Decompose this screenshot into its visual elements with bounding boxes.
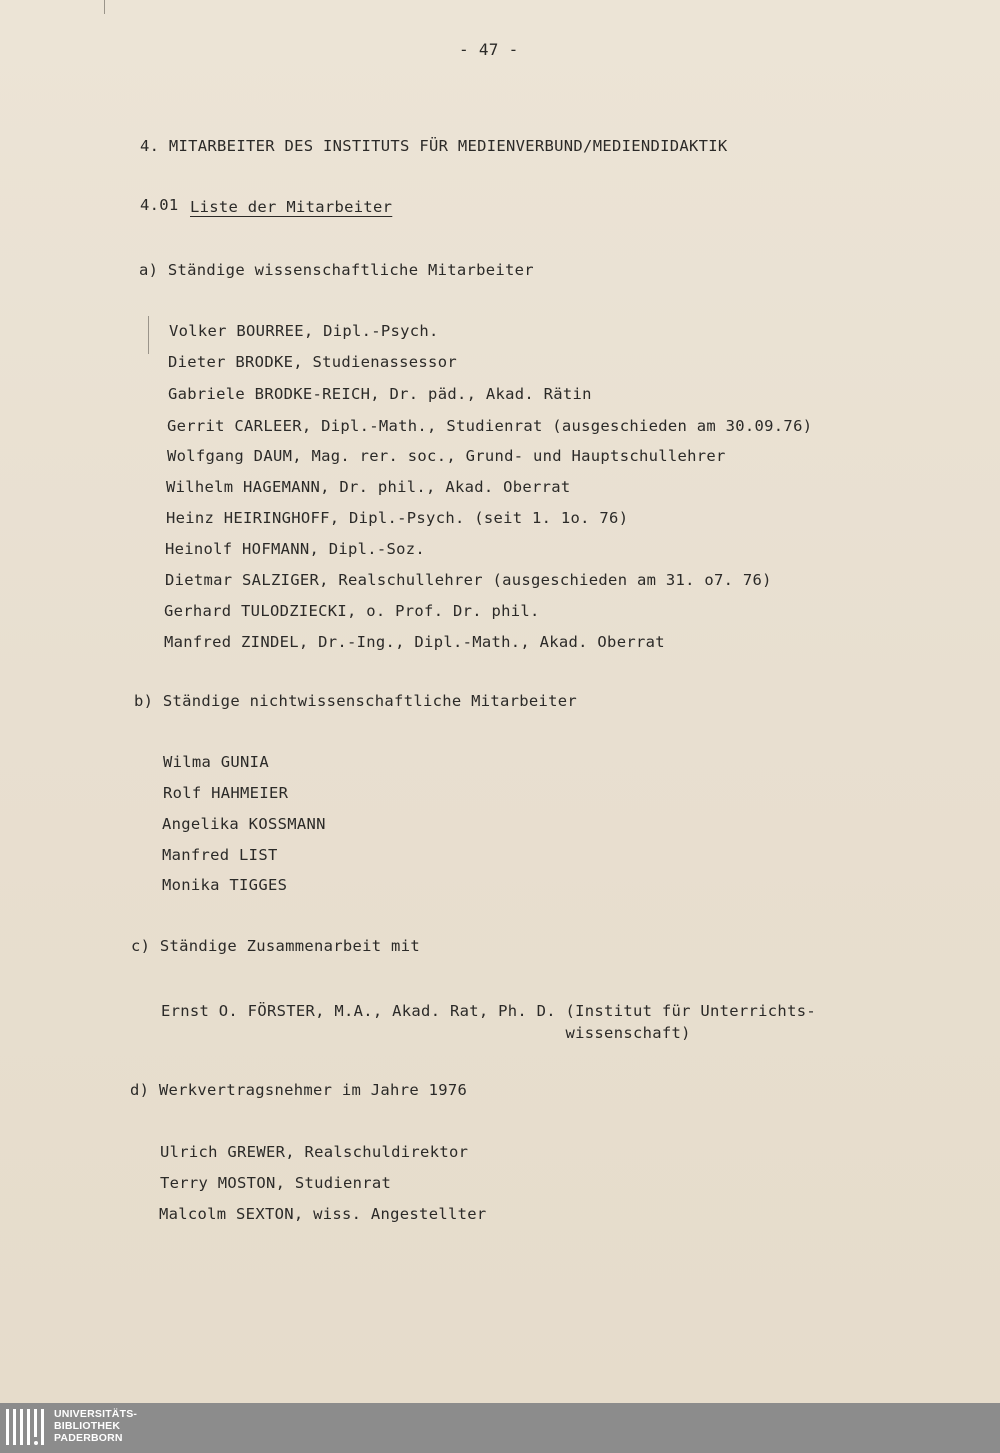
logo-line: PADERBORN	[54, 1432, 123, 1444]
list-item: Malcolm SEXTON, wiss. Angestellter	[159, 1205, 487, 1223]
list-item: Gerrit CARLEER, Dipl.-Math., Studienrat (ausgeschieden am 30.09.76)	[167, 417, 813, 435]
list-item: Dietmar SALZIGER, Realschullehrer (ausgeschieden am 31. o7. 76)	[165, 571, 772, 589]
list-item: Manfred LIST	[162, 846, 278, 864]
list-item: Heinolf HOFMANN, Dipl.-Soz.	[165, 540, 426, 558]
page-number: - 47 -	[459, 40, 519, 59]
list-item: Terry MOSTON, Studienrat	[160, 1174, 392, 1192]
list-item: Monika TIGGES	[162, 876, 288, 894]
group-a-heading: a) Ständige wissenschaftliche Mitarbeiter	[139, 261, 534, 279]
logo-line: UNIVERSITÄTS-	[54, 1408, 138, 1420]
subsection-title: Liste der Mitarbeiter	[190, 198, 393, 216]
list-item: Wilma GUNIA	[163, 753, 269, 771]
list-item: Wilhelm HAGEMANN, Dr. phil., Akad. Oberrat	[166, 478, 571, 496]
list-item: Wolfgang DAUM, Mag. rer. soc., Grund- und Hauptschullehrer	[167, 447, 726, 465]
list-item: Volker BOURREE, Dipl.-Psych.	[169, 322, 439, 340]
library-logo-text	[54, 1408, 137, 1444]
group-c-heading: c) Ständige Zusammenarbeit mit	[131, 937, 420, 955]
list-item: Dieter BRODKE, Studienassessor	[168, 353, 457, 371]
section-heading: 4. MITARBEITER DES INSTITUTS FÜR MEDIENVERBUND/MEDIENDIDAKTIK	[140, 137, 728, 155]
edge-mark	[104, 0, 105, 14]
list-item: Gabriele BRODKE-REICH, Dr. päd., Akad. Rätin	[168, 385, 592, 403]
list-item: Manfred ZINDEL, Dr.-Ing., Dipl.-Math., Akad. Oberrat	[164, 633, 665, 651]
subsection-number: 4.01	[140, 196, 179, 214]
logo-line: BIBLIOTHEK	[54, 1420, 121, 1432]
list-item: Rolf HAHMEIER	[163, 784, 289, 802]
list-item: Heinz HEIRINGHOFF, Dipl.-Psych. (seit 1. 1o. 76)	[166, 509, 629, 527]
list-item: Ulrich GREWER, Realschuldirektor	[160, 1143, 469, 1161]
group-b-heading: b) Ständige nichtwissenschaftliche Mitarbeiter	[134, 692, 578, 710]
list-item: Angelika KOSSMANN	[162, 815, 326, 833]
group-d-heading: d) Werkvertragsnehmer im Jahre 1976	[130, 1081, 468, 1099]
list-item: Gerhard TULODZIECKI, o. Prof. Dr. phil.	[164, 602, 540, 620]
collaboration-entry: Ernst O. FÖRSTER, M.A., Akad. Rat, Ph. D. (Institut für Unterrichts- wissenschaft)	[161, 1002, 816, 1042]
library-footer-bar	[0, 1403, 1000, 1453]
margin-mark	[148, 316, 149, 354]
